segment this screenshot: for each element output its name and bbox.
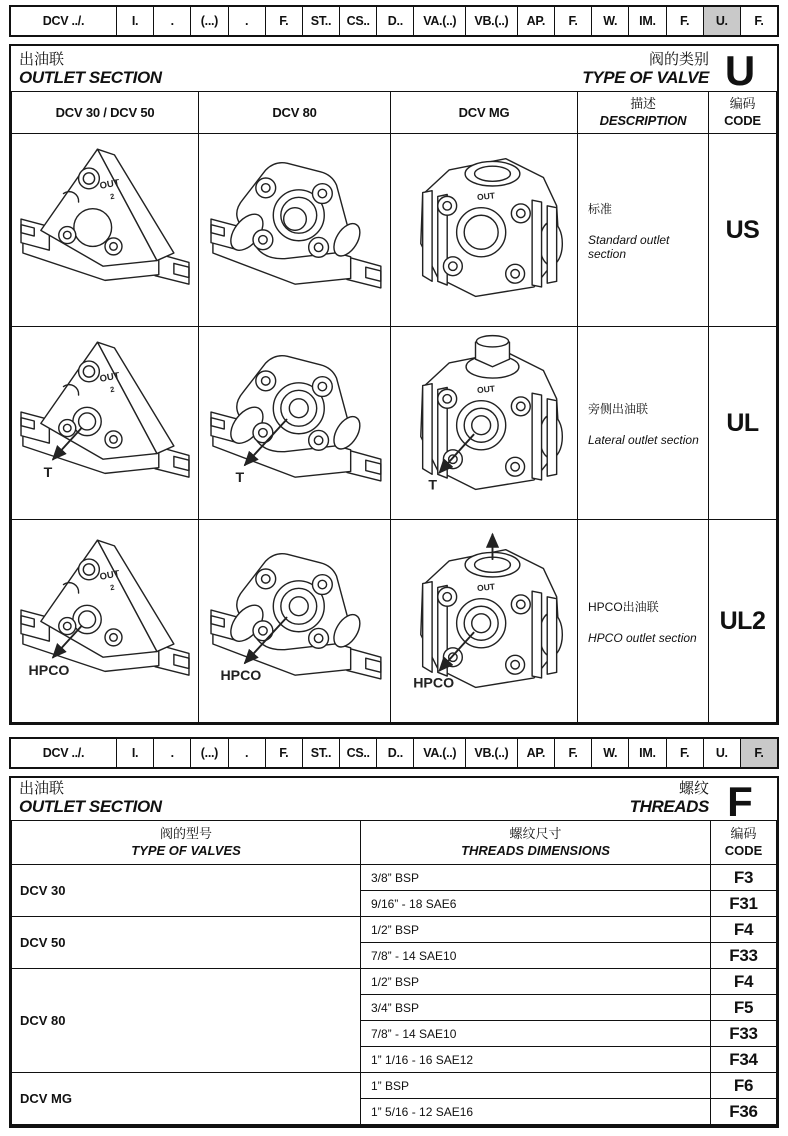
desc-zh: HPCO出油联 <box>588 599 659 614</box>
svg-text:2: 2 <box>109 582 116 592</box>
desc-en: HPCO outlet section <box>588 630 697 645</box>
valve-isometric-drawing <box>391 527 577 716</box>
code-cell: US <box>709 134 777 327</box>
col-header-dcv30-50: DCV 30 / DCV 50 <box>12 92 199 134</box>
desc-zh: 标准 <box>588 201 613 216</box>
thread-dimension-cell: 1” BSP <box>361 1073 711 1099</box>
threads-row <box>12 969 777 995</box>
code-cell-17: F. <box>740 7 777 35</box>
code-cell-9: VA.(..) <box>413 7 465 35</box>
code-cell-0: DCV ../. <box>42 14 85 28</box>
valves-header-en: TYPE OF VALVES <box>131 843 241 859</box>
dims-header-zh: 螺纹尺寸 <box>509 826 562 842</box>
drawing-dcv30-standard <box>12 134 199 327</box>
thread-dimension-cell: 1/2” BSP <box>361 969 711 995</box>
thread-code-cell: F36 <box>711 1099 777 1125</box>
valve-section-titleband <box>11 46 777 95</box>
right-title-en: TYPE OF VALVE <box>582 68 709 88</box>
valve-row-standard <box>12 134 777 327</box>
code-cell-1: I. <box>116 7 153 35</box>
thread-code-cell: F6 <box>711 1073 777 1099</box>
col-header-description <box>578 92 709 134</box>
description-cell <box>578 327 709 520</box>
valve-name-cell: DCV MG <box>12 1073 361 1125</box>
svg-text:2: 2 <box>109 384 116 394</box>
code-cell: UL2 <box>709 520 777 723</box>
svg-text:OUT: OUT <box>98 369 121 384</box>
code-cell-16: U. <box>703 7 740 35</box>
drawing-dcv80-lateral <box>199 327 391 520</box>
code-cell-14: IM. <box>628 739 665 767</box>
code-cell: UL <box>709 327 777 520</box>
svg-text:OUT: OUT <box>476 382 496 395</box>
code-cell-14: IM. <box>628 7 665 35</box>
valve-isometric-drawing <box>199 136 390 325</box>
code-cell-5: F. <box>265 7 302 35</box>
title-en: OUTLET SECTION <box>19 68 162 88</box>
valve-row-lateral <box>12 327 777 520</box>
code-cell-13: W. <box>591 7 628 35</box>
section-code-letter: U <box>724 47 756 95</box>
code-cell-6: ST.. <box>302 7 339 35</box>
thread-code-cell: F33 <box>711 1021 777 1047</box>
valve-table-header <box>12 92 777 134</box>
drawing-dcv80-hpco <box>199 520 391 723</box>
valve-table <box>11 91 777 723</box>
col-header-dcv80: DCV 80 <box>199 92 391 134</box>
code-cell-15: F. <box>666 739 703 767</box>
section-gap <box>9 725 779 737</box>
desc-en: Lateral outlet section <box>588 432 699 447</box>
svg-text:OUT: OUT <box>98 567 121 582</box>
code-cell-16: U. <box>703 739 740 767</box>
description-cell <box>578 520 709 723</box>
code-cell-17: F. <box>740 739 777 767</box>
valve-section-right-title <box>582 51 709 88</box>
code-header-zh: 编码 <box>729 96 756 112</box>
valve-name-cell: DCV 30 <box>12 865 361 917</box>
ordering-code-strip-bottom <box>9 737 779 769</box>
col-header-dcvmg: DCV MG <box>391 92 578 134</box>
valve-isometric-drawing <box>199 527 390 716</box>
code-cell-9: VA.(..) <box>413 739 465 767</box>
col-header-code <box>709 92 777 134</box>
svg-text:2: 2 <box>109 191 116 201</box>
svg-text:T: T <box>428 475 437 492</box>
svg-text:OUT: OUT <box>476 189 496 202</box>
svg-text:OUT: OUT <box>476 580 496 593</box>
title-zh: 出油联 <box>19 50 65 68</box>
valve-isometric-drawing <box>12 329 198 518</box>
desc-header-en: DESCRIPTION <box>599 113 687 129</box>
code-header-zh: 编码 <box>730 826 757 842</box>
thread-code-cell: F4 <box>711 917 777 943</box>
svg-text:T: T <box>235 468 244 485</box>
thread-dimension-cell: 1” 5/16 - 12 SAE16 <box>361 1099 711 1125</box>
code-cell-0: DCV ../. <box>42 746 85 760</box>
dims-header-en: THREADS DIMENSIONS <box>461 843 610 859</box>
drawing-dcv30-lateral <box>12 327 199 520</box>
code-cell-2: . <box>153 7 190 35</box>
code-cell-3: (...) <box>190 7 227 35</box>
thread-dimension-cell: 9/16” - 18 SAE6 <box>361 891 711 917</box>
thread-dimension-cell: 1” 1/16 - 16 SAE12 <box>361 1047 711 1073</box>
code-cell-13: W. <box>591 739 628 767</box>
valve-isometric-drawing <box>12 527 198 716</box>
drawing-dcvmg-hpco <box>391 520 578 723</box>
thread-dimension-cell: 7/8” - 14 SAE10 <box>361 1021 711 1047</box>
drawing-dcv80-standard <box>199 134 391 327</box>
thread-dimension-cell: 3/8” BSP <box>361 865 711 891</box>
valve-name-cell: DCV 50 <box>12 917 361 969</box>
col-header-type-of-valves <box>12 821 361 865</box>
valves-header-zh: 阀的型号 <box>159 826 212 842</box>
code-cell-1: I. <box>116 739 153 767</box>
section-code-letter: F <box>727 777 753 825</box>
col-header-code <box>711 821 777 865</box>
drawing-dcv30-hpco <box>12 520 199 723</box>
description-cell <box>578 134 709 327</box>
drawing-dcvmg-lateral <box>391 327 578 520</box>
code-cell-6: ST.. <box>302 739 339 767</box>
code-cell-11: AP. <box>517 7 554 35</box>
desc-zh: 旁侧出油联 <box>588 401 649 416</box>
valve-isometric-drawing <box>391 136 577 325</box>
code-cell-12: F. <box>554 739 591 767</box>
code-cell-4: . <box>228 7 265 35</box>
valve-row-hpco <box>12 520 777 723</box>
desc-header-zh: 描述 <box>630 96 656 112</box>
svg-text:OUT: OUT <box>98 176 121 191</box>
code-cell-10: VB.(..) <box>465 7 517 35</box>
threads-row <box>12 865 777 891</box>
valve-section <box>9 44 779 725</box>
threads-tbody <box>12 865 777 1125</box>
thread-code-cell: F33 <box>711 943 777 969</box>
threads-section <box>9 776 779 1128</box>
title-en: OUTLET SECTION <box>19 797 162 817</box>
thread-dimension-cell: 1/2” BSP <box>361 917 711 943</box>
code-cell-2: . <box>153 739 190 767</box>
col-header-threads-dimensions <box>361 821 711 865</box>
code-cell-11: AP. <box>517 739 554 767</box>
valve-section-title <box>19 51 162 88</box>
thread-code-cell: F31 <box>711 891 777 917</box>
code-cell-8: D.. <box>376 739 413 767</box>
code-cell-12: F. <box>554 7 591 35</box>
code-cell-4: . <box>228 739 265 767</box>
svg-text:T: T <box>43 463 53 480</box>
svg-text:HPCO: HPCO <box>28 661 70 678</box>
svg-text:HPCO: HPCO <box>219 666 261 683</box>
valve-name-cell: DCV 80 <box>12 969 361 1073</box>
thread-dimension-cell: 3/4” BSP <box>361 995 711 1021</box>
threads-section-right-title <box>630 780 709 817</box>
right-title-en: THREADS <box>629 797 709 817</box>
thread-code-cell: F5 <box>711 995 777 1021</box>
drawing-dcvmg-standard <box>391 134 578 327</box>
threads-section-title <box>19 780 162 817</box>
thread-code-cell: F34 <box>711 1047 777 1073</box>
threads-row <box>12 917 777 943</box>
threads-section-titleband <box>11 777 777 825</box>
thread-dimension-cell: 7/8” - 14 SAE10 <box>361 943 711 969</box>
desc-en: Standard outlet section <box>588 232 670 261</box>
code-cell-8: D.. <box>376 7 413 35</box>
threads-table <box>11 820 777 1125</box>
code-cell-15: F. <box>666 7 703 35</box>
ordering-code-strip-top <box>9 5 779 37</box>
code-cell-7: CS.. <box>339 739 376 767</box>
code-cell-7: CS.. <box>339 7 376 35</box>
code-header-en: CODE <box>724 113 761 129</box>
title-zh: 出油联 <box>19 779 65 797</box>
right-title-zh: 阀的类别 <box>648 50 709 68</box>
code-cell-3: (...) <box>190 739 227 767</box>
right-title-zh: 螺纹 <box>678 779 709 797</box>
thread-code-cell: F3 <box>711 865 777 891</box>
code-cell-5: F. <box>265 739 302 767</box>
thread-code-cell: F4 <box>711 969 777 995</box>
code-cell-10: VB.(..) <box>465 739 517 767</box>
code-header-en: CODE <box>724 843 763 859</box>
svg-text:HPCO: HPCO <box>413 673 455 690</box>
valve-isometric-drawing <box>391 329 577 518</box>
valve-isometric-drawing <box>12 136 198 325</box>
valve-isometric-drawing <box>199 329 390 518</box>
threads-row <box>12 1073 777 1099</box>
threads-table-header <box>12 821 777 865</box>
